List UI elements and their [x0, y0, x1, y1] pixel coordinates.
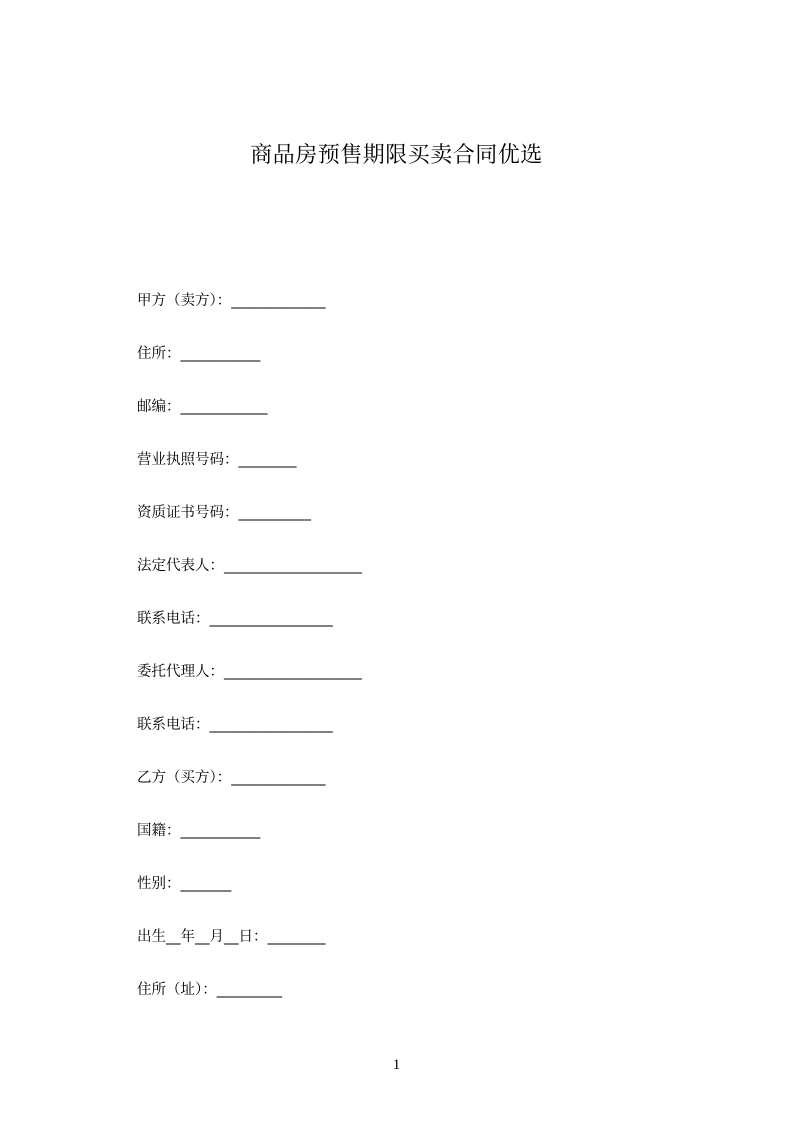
- buyer-field: 乙方（买方）：_____________: [137, 770, 326, 786]
- agent-phone-field: 联系电话：_________________: [137, 717, 333, 733]
- document-title: 商品房预售期限买卖合同优选: [250, 143, 543, 168]
- legal-representative-field: 法定代表人：___________________: [137, 558, 362, 574]
- nationality-field: 国籍：___________: [137, 823, 261, 839]
- qualification-cert-field: 资质证书号码：__________: [137, 505, 311, 521]
- seller-field: 甲方（卖方）：_____________: [137, 293, 326, 309]
- seller-address-field: 住所：___________: [137, 346, 261, 362]
- page-number: 1: [392, 1057, 401, 1073]
- seller-phone-field: 联系电话：_________________: [137, 611, 333, 627]
- buyer-address-field: 住所（址）：_________: [137, 982, 282, 998]
- agent-field: 委托代理人：___________________: [137, 664, 362, 680]
- gender-field: 性别：_______: [137, 876, 232, 892]
- party-info-fields: [137, 288, 697, 1030]
- birth-date-field: 出生__年__月__日：________: [137, 929, 326, 945]
- postal-code-field: 邮编：____________: [137, 399, 268, 415]
- business-license-field: 营业执照号码：________: [137, 452, 297, 468]
